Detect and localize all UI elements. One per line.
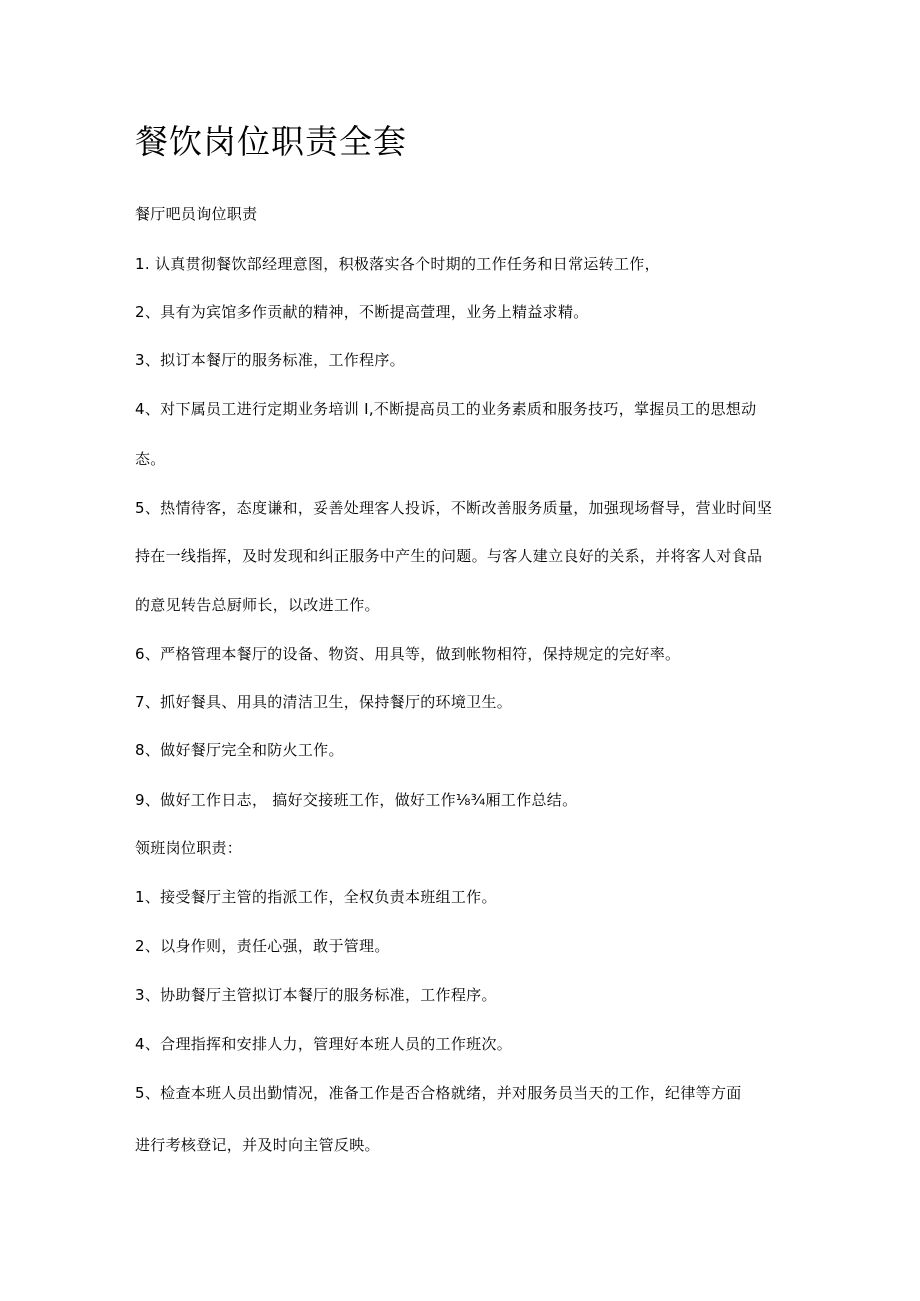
supervisor-duty-5-line-1: 5、检查本班人员出勤情况，准备工作是否合格就绪，并对服务员当天的工作，纪律等方面	[135, 1084, 742, 1102]
duty-item-3: 3、拟订本餐厅的服务标准，工作程序。	[135, 351, 405, 369]
duty-item-1: 1. 认真贯彻餐饮部经理意图，积极落实各个时期的工作任务和日常运转工作，	[135, 255, 660, 273]
duty-item-9: 9、做好工作日志， 搞好交接班工作，做好工作⅛¾厢工作总结。	[135, 791, 578, 809]
duty-item-7: 7、抓好餐具、用具的清洁卫生，保持餐厅的环境卫生。	[135, 693, 513, 711]
duty-item-6: 6、严格管理本餐厅的设备、物资、用具等，做到帐物相符，保持规定的完好率。	[135, 645, 681, 663]
duty-item-5-line-3: 的意见转告总厨师长，以改进工作。	[135, 596, 380, 614]
supervisor-duty-4: 4、合理指挥和安排人力，管理好本班人员的工作班次。	[135, 1035, 513, 1053]
duty-item-8: 8、做好餐厅完全和防火工作。	[135, 741, 344, 759]
duty-item-4-line-1: 4、对下属员工进行定期业务培训 I,不断提高员工的业务素质和服务技巧，掌握员工的思想动	[135, 400, 757, 418]
section-heading-supervisor: 领班岗位职责：	[135, 839, 243, 857]
document-title: 餐饮岗位职责全套	[135, 122, 407, 161]
duty-item-2: 2、具有为宾馆多作贡献的精神，不断提高萱理，业务上精益求精。	[135, 303, 589, 321]
supervisor-duty-3: 3、协助餐厅主管拟订本餐厅的服务标准，工作程序。	[135, 986, 497, 1004]
duty-item-5-line-2: 持在一线指挥，及时发现和纠正服务中产生的问题。与客人建立良好的关系，并将客人对食品	[135, 547, 763, 565]
supervisor-duty-1: 1、接受餐厅主管的指派工作，全权负责本班组工作。	[135, 888, 497, 906]
duty-item-4-line-2: 态。	[135, 450, 166, 468]
section-heading-waiter: 餐厅吧员询位职责	[135, 205, 258, 223]
supervisor-duty-2: 2、以身作则，责任心强，敢于管理。	[135, 937, 390, 955]
duty-item-5-line-1: 5、热情待客，态度谦和，妥善处理客人投诉，不断改善服务质量，加强现场督导，营业时间坚	[135, 499, 773, 517]
supervisor-duty-5-line-2: 进行考核登记，并及时向主管反映。	[135, 1136, 380, 1154]
